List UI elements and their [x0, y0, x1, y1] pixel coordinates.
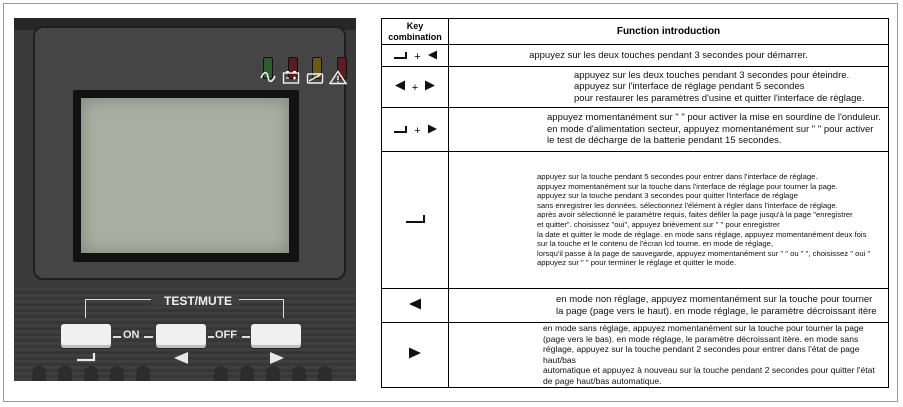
right-triangle-icon: [268, 351, 286, 365]
plus-sign: +: [414, 124, 421, 137]
plus-sign: +: [414, 50, 421, 63]
header-key-combination: [382, 19, 449, 45]
vent: [240, 366, 254, 381]
vent: [266, 366, 280, 381]
battery-icon: [282, 70, 300, 84]
table-row: [382, 108, 889, 152]
function-text: appuyez momentanément sur " " pour activer la mise en sourdine de l'onduleur.: [547, 112, 881, 124]
vent: [292, 366, 306, 381]
dash-right-off: [242, 336, 250, 338]
enter-key-icon: [392, 51, 408, 60]
table-header-row: [382, 19, 889, 45]
enter-icon: [74, 352, 98, 364]
function-text: appuyez momentanément sur la touche dans l'interface de réglage pour tourner la page.: [537, 181, 838, 191]
function-text: appuyez sur l'interface de réglage pendant 5 secondes: [574, 81, 805, 93]
function-cell: [449, 323, 889, 388]
vent: [32, 366, 46, 381]
table-row: [382, 323, 889, 388]
on-label: ON: [123, 329, 140, 341]
function-text: appuyez sur " " pour terminer le réglage et quitter le mode.: [537, 258, 737, 268]
load-icon: [306, 70, 324, 84]
left-key-icon: [427, 50, 438, 60]
enter-button[interactable]: [61, 324, 111, 348]
table-row: [382, 152, 889, 289]
right-key-icon: [427, 124, 438, 134]
function-text: sur la touche et le contenu de l'écran lcd tourne. en mode de réglage,: [537, 239, 774, 249]
vent: [84, 366, 98, 381]
display-panel: [33, 26, 346, 280]
left-key-icon: [394, 80, 406, 91]
function-text: en mode d'alimentation secteur, appuyez momentanément sur " " pour activer: [547, 123, 874, 135]
enter-key-icon: [404, 214, 426, 224]
right-key-icon: [424, 80, 436, 91]
function-cell: [449, 289, 889, 323]
ups-front-panel-photo: [14, 18, 356, 381]
vent: [110, 366, 124, 381]
header-key-line2: combination: [388, 31, 442, 42]
vent: [136, 366, 150, 381]
table-row: [382, 45, 889, 67]
left-button[interactable]: [156, 324, 206, 348]
function-cell: [449, 152, 889, 289]
function-text: appuyez sur la touche pendant 5 secondes pour entrer dans l'interface de réglage.: [537, 172, 818, 182]
right-button[interactable]: [251, 324, 301, 348]
left-key-icon: [408, 298, 422, 310]
dash-left-off: [208, 336, 214, 338]
key-cell: [382, 67, 449, 108]
function-text: appuyez sur les deux touches pendant 3 secondes pour éteindre.: [574, 69, 850, 81]
plus-sign: +: [411, 82, 419, 94]
function-text: appuyez sur les deux touches pendant 3 secondes pour démarrer.: [529, 49, 808, 61]
function-text: (page vers le bas). en mode réglage, le paramètre décroissant itère. en mode sans: [543, 333, 859, 344]
function-cell: [449, 67, 889, 108]
dash-right-on: [144, 336, 153, 338]
warning-icon: [329, 70, 347, 85]
key-cell: [382, 108, 449, 152]
table-row: [382, 67, 889, 108]
vent: [318, 366, 332, 381]
table-row: [382, 289, 889, 323]
function-text: lorsqu'il passe à la page de sauvegarde, appuyez momentanément sur " " ou " ", choisissez " oui ": [537, 248, 871, 258]
vent: [214, 366, 228, 381]
key-function-table: [381, 18, 889, 388]
function-text: la date et quitter le mode de réglage. en mode sans réglage, appuyez momentanément deux fois: [537, 229, 867, 239]
function-text: pour restaurer les paramètres d'usine et quitter l'interface de réglage.: [574, 92, 865, 104]
key-cell: [382, 45, 449, 67]
vent: [58, 366, 72, 381]
function-text: de page haut/bas automatique.: [543, 375, 662, 386]
function-cell: [449, 45, 889, 67]
right-key-icon: [408, 347, 422, 359]
dash-left-on: [113, 336, 121, 338]
function-text: en mode sans réglage, appuyez momentanément sur la touche pour tourner la page: [543, 323, 864, 333]
left-triangle-icon: [172, 351, 190, 365]
ac-wave-icon: [259, 70, 277, 84]
key-cell: [382, 152, 449, 289]
function-text: en mode non réglage, appuyez momentanément sur la touche pour tourner: [556, 294, 873, 305]
enter-key-icon: [392, 125, 408, 134]
function-text: la page (page vers le haut). en mode réglage, le paramètre décroissant itère: [556, 305, 877, 317]
function-text: le test de décharge de la batterie pendant 15 secondes.: [547, 135, 782, 147]
function-text: réglage, appuyez sur la touche pendant 2 secondes pour entrer dans l'état de page haut/bas: [543, 344, 860, 365]
key-cell: [382, 323, 449, 388]
function-text: après avoir sélectionné le paramètre requis, faites défiler la page jusqu'à la page "enregistrer: [537, 210, 853, 220]
key-cell: [382, 289, 449, 323]
function-text: appuyez sur la touche pendant 3 secondes pour quitter l'interface de réglage: [537, 191, 798, 201]
lcd-screen: [81, 98, 289, 253]
test-mute-label: TEST/MUTE: [164, 294, 232, 308]
function-text: automatique et appuyez à nouveau sur la touche pendant 2 secondes pour quitter l'état: [543, 365, 875, 376]
function-text: et quitter". choisissez "oui", appuyez brièvement sur " " pour enregistrer: [537, 220, 780, 229]
header-function-introduction: Function introduction: [449, 19, 889, 45]
off-label: OFF: [215, 329, 237, 341]
function-cell: [449, 108, 889, 152]
header-key-line1: Key: [406, 20, 424, 31]
function-text: sans enregistrer les données. sélectionnez l'élément à régler dans l'interface de réglage.: [537, 200, 838, 210]
